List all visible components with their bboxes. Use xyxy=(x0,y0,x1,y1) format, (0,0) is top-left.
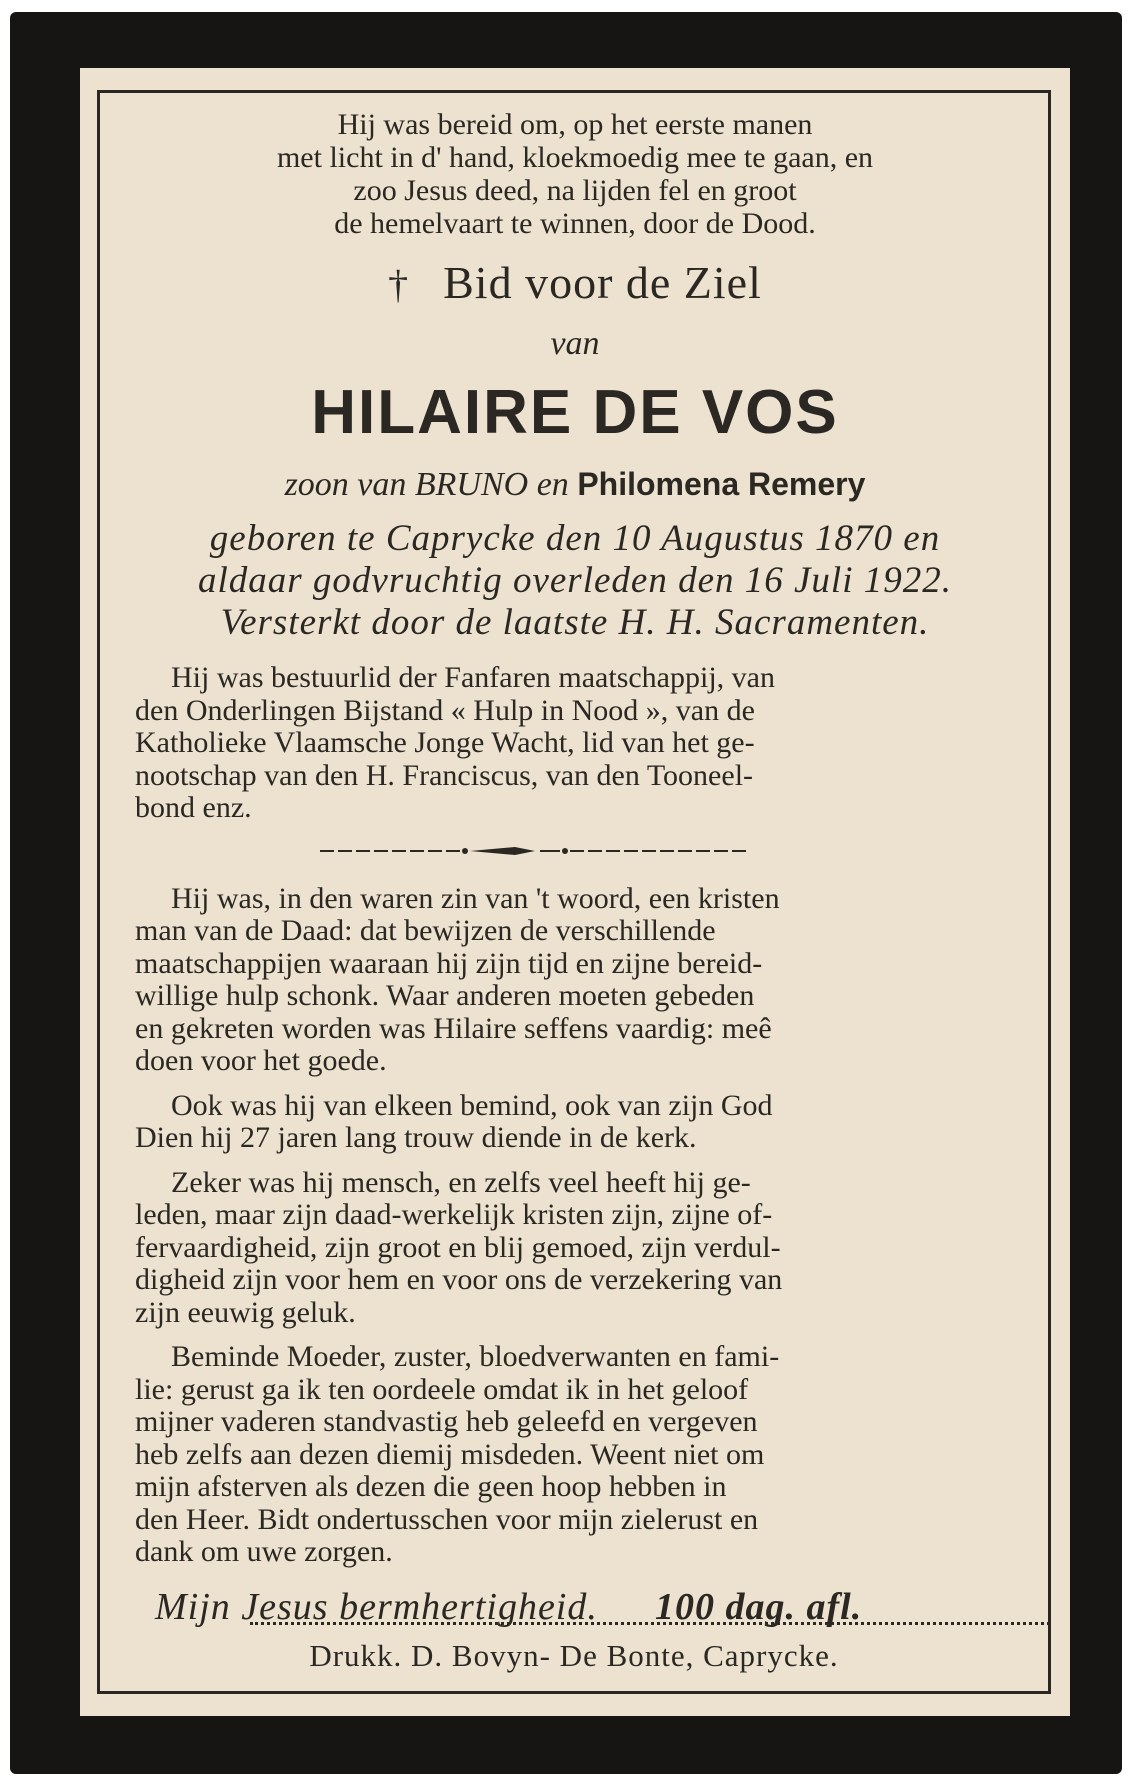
bid-text: Bid voor de Ziel xyxy=(443,257,762,308)
indulgence-note: 100 dag. afl. xyxy=(655,1585,863,1628)
paragraph-line: zijn eeuwig geluk. xyxy=(135,1295,356,1329)
birth-line: geboren te Caprycke den 10 Augustus 1870 en xyxy=(209,518,941,559)
epigraph-line: Hij was bereid om, op het eerste manen xyxy=(337,108,813,141)
prayer-invocation: Mijn Jesus bermhertigheid. xyxy=(155,1585,598,1628)
deceased-name: HILAIRE DE VOS xyxy=(311,378,839,447)
paragraph-line: leden, maar zijn daad-werkelijk kristen zijn, zijne of- xyxy=(135,1198,773,1231)
paragraph-character xyxy=(135,883,1015,1078)
paragraph-line: willige hulp schonk. Waar anderen moeten gebeden xyxy=(135,979,755,1012)
paragraph-line: digheid zijn voor hem en voor ons de verzekering van xyxy=(135,1263,783,1296)
card-content xyxy=(135,100,1015,1631)
epigraph-line: met licht in d' hand, kloekmoedig mee te gaan, en xyxy=(276,141,874,174)
paragraph-suffering xyxy=(135,1167,1015,1330)
paragraph-line: mijn afsterven als dezen die geen hoop hebben in xyxy=(135,1470,727,1503)
paragraph-line: maatschappijen waaraan hij zijn tijd en zijne bereid- xyxy=(135,946,763,980)
en-text: en xyxy=(536,466,569,503)
cross-icon: † xyxy=(388,262,410,307)
prayer-heading xyxy=(135,256,1015,309)
paragraph-line: doen voor het goede. xyxy=(135,1044,387,1077)
paragraph-line: mijner vaderen standvastig heb geleefd en vergeven xyxy=(135,1405,758,1438)
ornamental-divider xyxy=(135,841,1015,861)
van-text: van xyxy=(550,325,600,362)
paragraph-line: dank om uwe zorgen. xyxy=(135,1535,393,1568)
parents-line xyxy=(135,466,1015,504)
paragraph-beloved xyxy=(135,1090,1015,1155)
paragraph-line: Zeker was hij mensch, en zelfs veel heeft hij ge- xyxy=(171,1165,751,1199)
father-name: BRUNO xyxy=(414,466,529,503)
mother-name: Philomena Remery xyxy=(577,466,866,502)
paragraph-line: fervaardigheid, zijn groot en blij gemoed, zijn verdul- xyxy=(135,1230,781,1264)
paragraph-line: man van de Daad: dat bewijzen de verschillende xyxy=(135,914,716,947)
epigraph-verse xyxy=(135,108,1015,240)
divider-ornament-icon xyxy=(320,841,750,861)
paragraph-line: bond enz. xyxy=(135,791,252,824)
paragraph-farewell xyxy=(135,1341,1015,1569)
epigraph-line: de hemelvaart te winnen, door de Dood. xyxy=(334,207,816,240)
paragraph-line: lie: gerust ga ik ten oordeele omdat ik in het geloof xyxy=(135,1372,749,1406)
paragraph-line: Ook was hij van elkeen bemind, ook van zijn God xyxy=(171,1088,773,1122)
paragraph-line: nootschap van den H. Franciscus, van den Tooneel- xyxy=(135,758,754,792)
epigraph-line: zoo Jesus deed, na lijden fel en groot xyxy=(353,174,797,207)
paragraph-line: heb zelfs aan dezen diemij misdeden. Weent niet om xyxy=(135,1437,765,1471)
paragraph-line: Beminde Moeder, zuster, bloedverwanten en fami- xyxy=(171,1340,780,1373)
paragraph-line: Dien hij 27 jaren lang trouw diende in de kerk. xyxy=(135,1121,697,1154)
birth-death-info xyxy=(135,518,1015,644)
paragraph-line: Hij was, in den waren zin van 't woord, een kristen xyxy=(171,881,780,915)
sacraments-line: Versterkt door de laatste H. H. Sacramenten. xyxy=(220,602,930,643)
printer-credit: Drukk. D. Bovyn- De Bonte, Caprycke. xyxy=(309,1638,839,1673)
paragraph-line: Katholieke Vlaamsche Jonge Wacht, lid van het ge- xyxy=(135,726,755,759)
zoon-van-text: zoon van xyxy=(284,466,407,503)
death-line: aldaar godvruchtig overleden den 16 Juli 1922. xyxy=(197,560,952,601)
paragraph-line: den Onderlingen Bijstand « Hulp in Nood », van de xyxy=(135,693,755,727)
paragraph-memberships xyxy=(135,662,1015,825)
paragraph-line: den Heer. Bidt ondertusschen voor mijn zielerust en xyxy=(135,1502,759,1536)
paragraph-line: Hij was bestuurlid der Fanfaren maatschappij, van xyxy=(171,661,775,694)
dotted-separator xyxy=(250,1622,1050,1625)
paragraph-line: en gekreten worden was Hilaire seffens vaardig: meê xyxy=(135,1011,772,1045)
